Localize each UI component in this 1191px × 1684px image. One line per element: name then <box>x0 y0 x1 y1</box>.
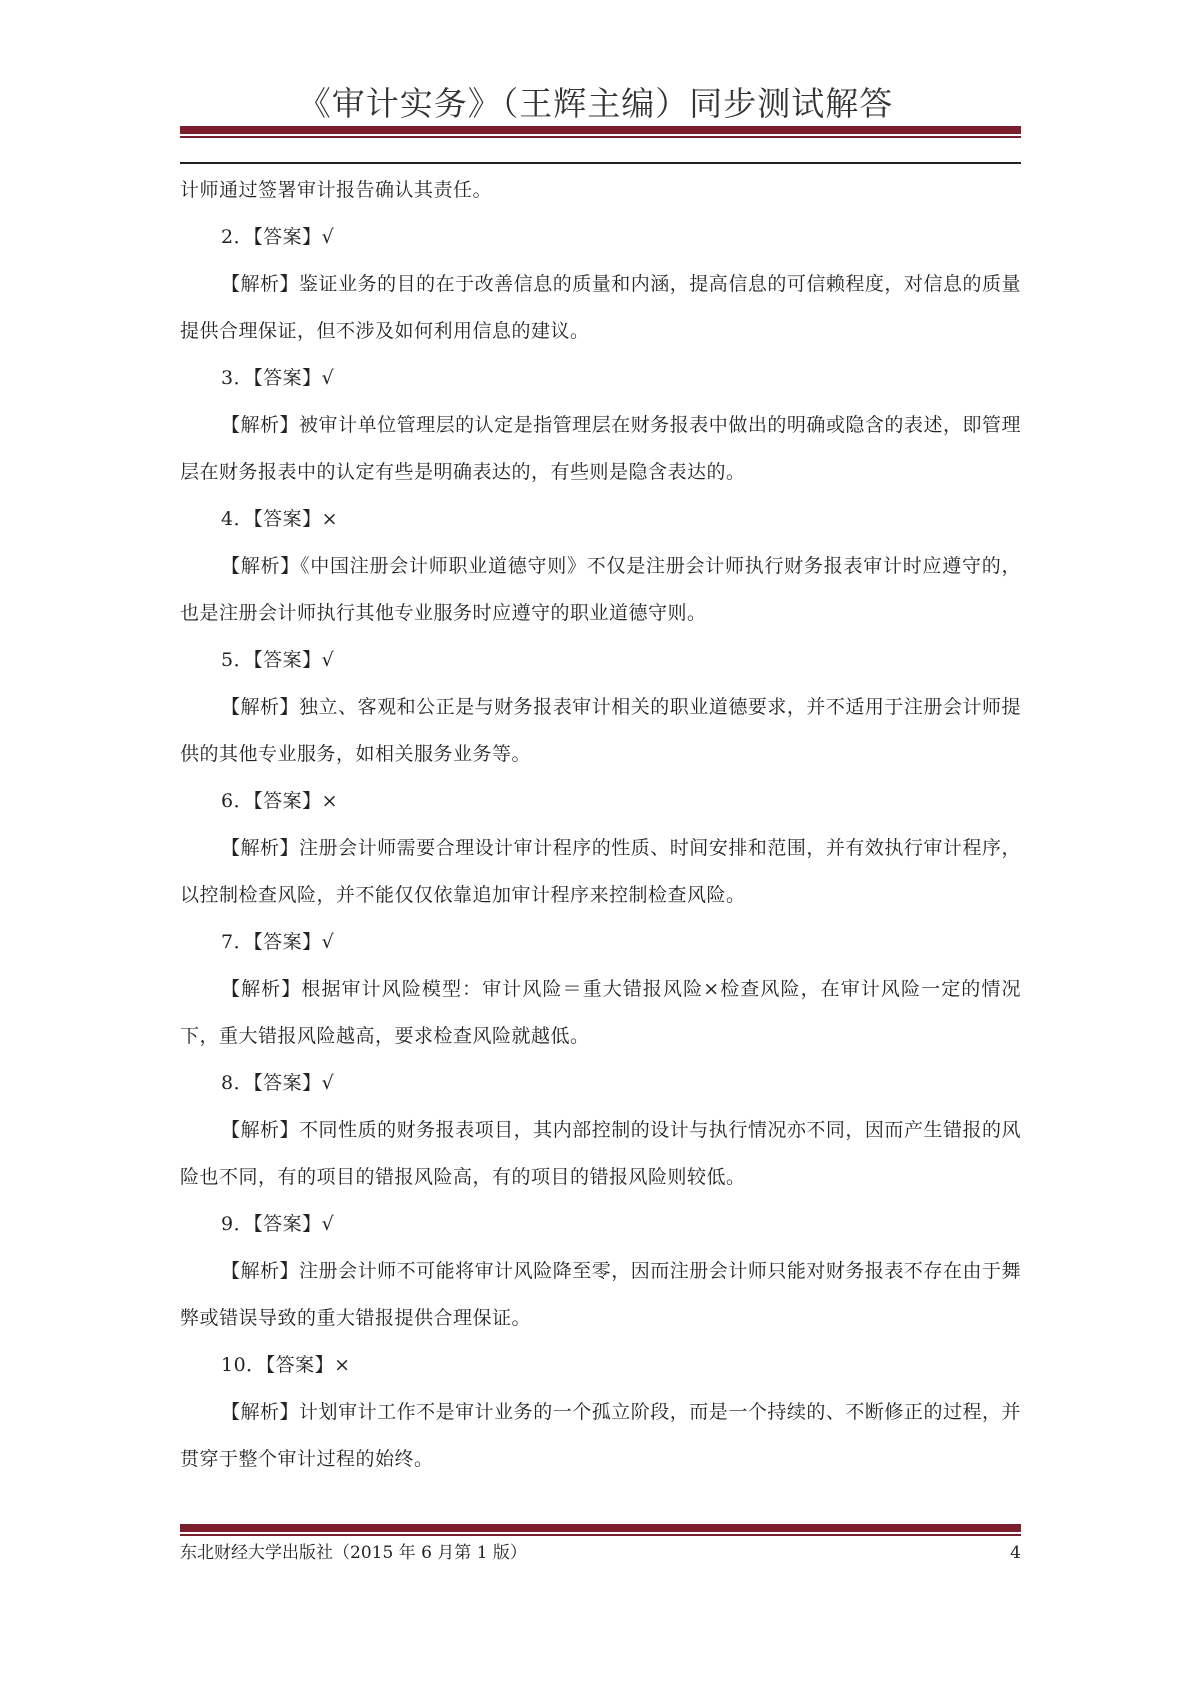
answer-6: 6．【答案】× <box>221 790 339 812</box>
answer-4: 4．【答案】× <box>221 508 339 530</box>
answer-10: 10．【答案】× <box>221 1354 351 1376</box>
explanation-5: 【解析】独立、客观和公正是与财务报表审计相关的职业道德要求，并不适用于注册会计师提供的其他专业服务，如相关服务业务等。 <box>180 696 1021 765</box>
page-header-title: 《审计实务》（王辉主编）同步测试解答 <box>297 84 894 123</box>
header-rule-thin <box>180 136 1021 138</box>
explanation-2: 【解析】鉴证业务的目的在于改善信息的质量和内涵，提高信息的可信赖程度，对信息的质量提供合理保证，但不涉及如何利用信息的建议。 <box>180 273 1021 342</box>
explanation-4: 【解析】《中国注册会计师职业道德守则》不仅是注册会计师执行财务报表审计时应遵守的，也是注册会计师执行其他专业服务时应遵守的职业道德守则。 <box>180 555 1021 624</box>
footer-publisher: 东北财经大学出版社（2015 年 6 月第 1 版） <box>180 1543 527 1563</box>
answer-8: 8．【答案】√ <box>221 1072 335 1094</box>
explanation-7: 【解析】根据审计风险模型：审计风险＝重大错报风险×检查风险，在审计风险一定的情况下，重大错报风险越高，要求检查风险就越低。 <box>180 978 1021 1047</box>
document-body <box>180 167 1021 1483</box>
page-number: 4 <box>1010 1543 1021 1563</box>
explanation-3: 【解析】被审计单位管理层的认定是指管理层在财务报表中做出的明确或隐含的表述，即管理层在财务报表中的认定有些是明确表达的，有些则是隐含表达的。 <box>180 414 1021 483</box>
explanation-6: 【解析】注册会计师需要合理设计审计程序的性质、时间安排和范围，并有效执行审计程序，以控制检查风险，并不能仅仅依靠追加审计程序来控制检查风险。 <box>180 837 1021 906</box>
header-rule-thick <box>180 126 1021 134</box>
footer-rule-thin <box>180 1534 1021 1536</box>
answer-9: 9．【答案】√ <box>221 1213 335 1235</box>
explanation-8: 【解析】不同性质的财务报表项目，其内部控制的设计与执行情况亦不同，因而产生错报的风险也不同，有的项目的错报风险高，有的项目的错报风险则较低。 <box>180 1119 1021 1188</box>
footer-rule-thick <box>180 1524 1021 1532</box>
explanation-10: 【解析】计划审计工作不是审计业务的一个孤立阶段，而是一个持续的、不断修正的过程，并贯穿于整个审计过程的始终。 <box>180 1401 1021 1470</box>
answer-7: 7．【答案】√ <box>221 931 335 953</box>
explanation-9: 【解析】注册会计师不可能将审计风险降至零，因而注册会计师只能对财务报表不存在由于舞弊或错误导致的重大错报提供合理保证。 <box>180 1260 1021 1329</box>
content-top-rule <box>180 162 1021 164</box>
answer-5: 5．【答案】√ <box>221 649 335 671</box>
continuation-text: 计师通过签署审计报告确认其责任。 <box>180 179 493 201</box>
answer-2: 2．【答案】√ <box>221 226 335 248</box>
answer-3: 3．【答案】√ <box>221 367 335 389</box>
